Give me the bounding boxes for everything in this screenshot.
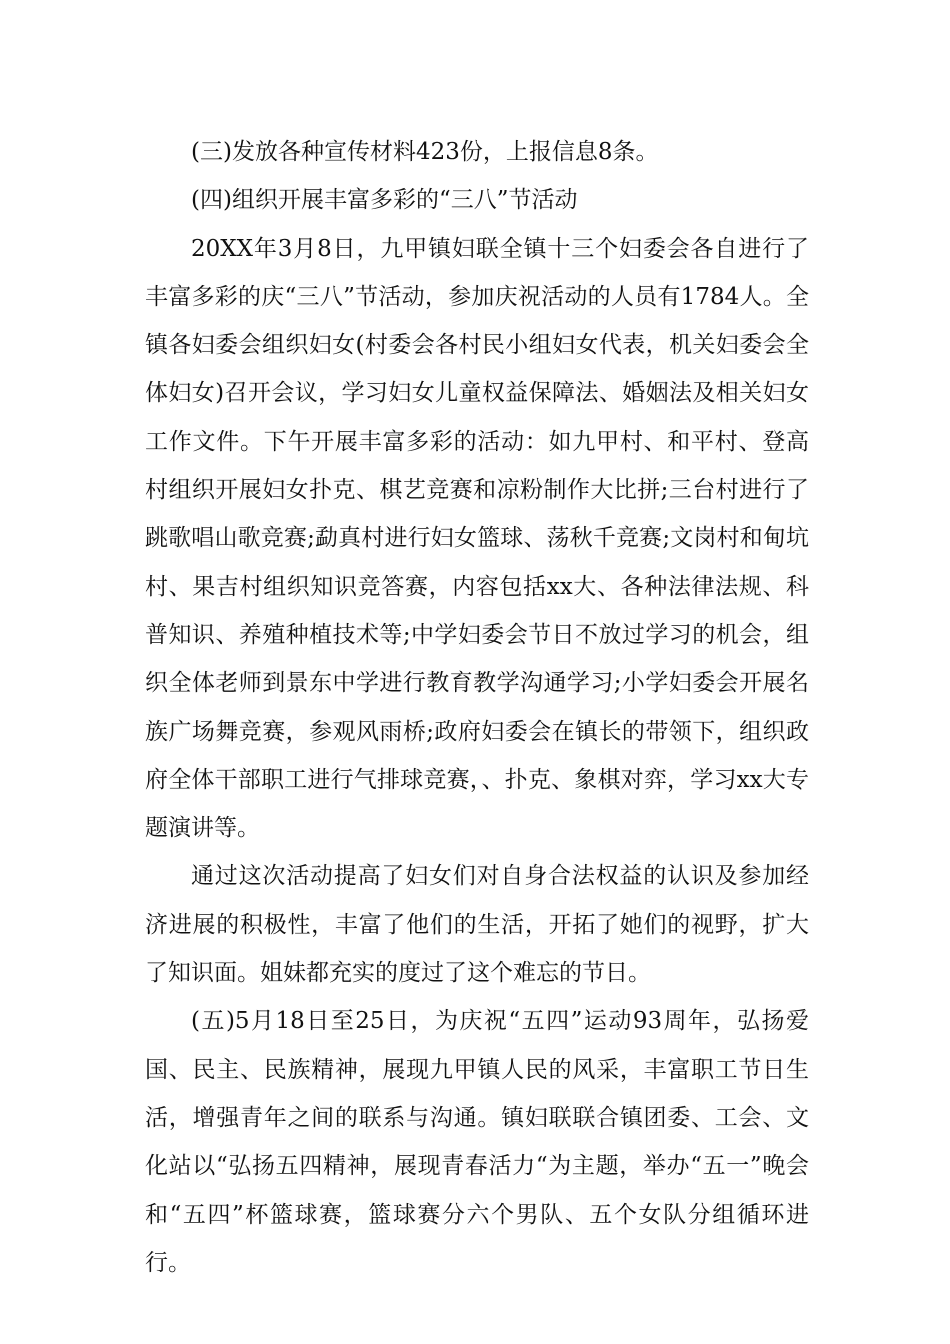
document-body: [145, 128, 809, 1287]
paragraph-publicity-materials: (三)发放各种宣传材料423份，上报信息8条。: [191, 139, 659, 165]
paragraph-heading-march-eighth: (四)组织开展丰富多彩的“三八”节活动: [191, 187, 578, 214]
paragraph-activity-outcome: 通过这次活动提高了妇女们对自身合法权益的认识及参加经济进展的积极性，丰富了他们的生活，开拓了她们的视野，扩大了知识面。姐妹都充实的度过了这个难忘的节日。: [145, 863, 809, 987]
paragraph-may-fourth-events: (五)5月18日至25日，为庆祝“五四”运动93周年，弘扬爱国、民主、民族精神，展现九甲镇人民的风采，丰富职工节日生活，增强青年之间的联系与沟通。镇妇联联合镇团委、工会、文化站以“弘扬五四精神，展现青春活力“为主题，举办“五一”晚会和“五四”杯篮球赛，篮球赛分六个男队、五个女队分组循环进行。: [145, 1008, 809, 1276]
paragraph-march-eighth-activities: 20XX年3月8日，九甲镇妇联全镇十三个妇委会各自进行了丰富多彩的庆“三八”节活动，参加庆祝活动的人员有1784人。全镇各妇委会组织妇女(村委会各村民小组妇女代表，机关妇委会全体妇女)召开会议，学习妇女儿童权益保障法、婚姻法及相关妇女工作文件。下午开展丰富多彩的活动：如九甲村、和平村、登高村组织开展妇女扑克、棋艺竞赛和凉粉制作大比拼;三台村进行了跳歌唱山歌竞赛;勐真村进行妇女篮球、荡秋千竞赛;文岗村和甸坑村、果吉村组织知识竞答赛，内容包括xx大、各种法律法规、科普知识、养殖种植技术等;中学妇委会节日不放过学习的机会，组织全体老师到景东中学进行教育教学沟通学习;小学妇委会开展名族广场舞竞赛，参观风雨桥;政府妇委会在镇长的带领下，组织政府全体干部职工进行气排球竞赛，、扑克、象棋对弈，学习xx大专题演讲等。: [145, 235, 809, 842]
